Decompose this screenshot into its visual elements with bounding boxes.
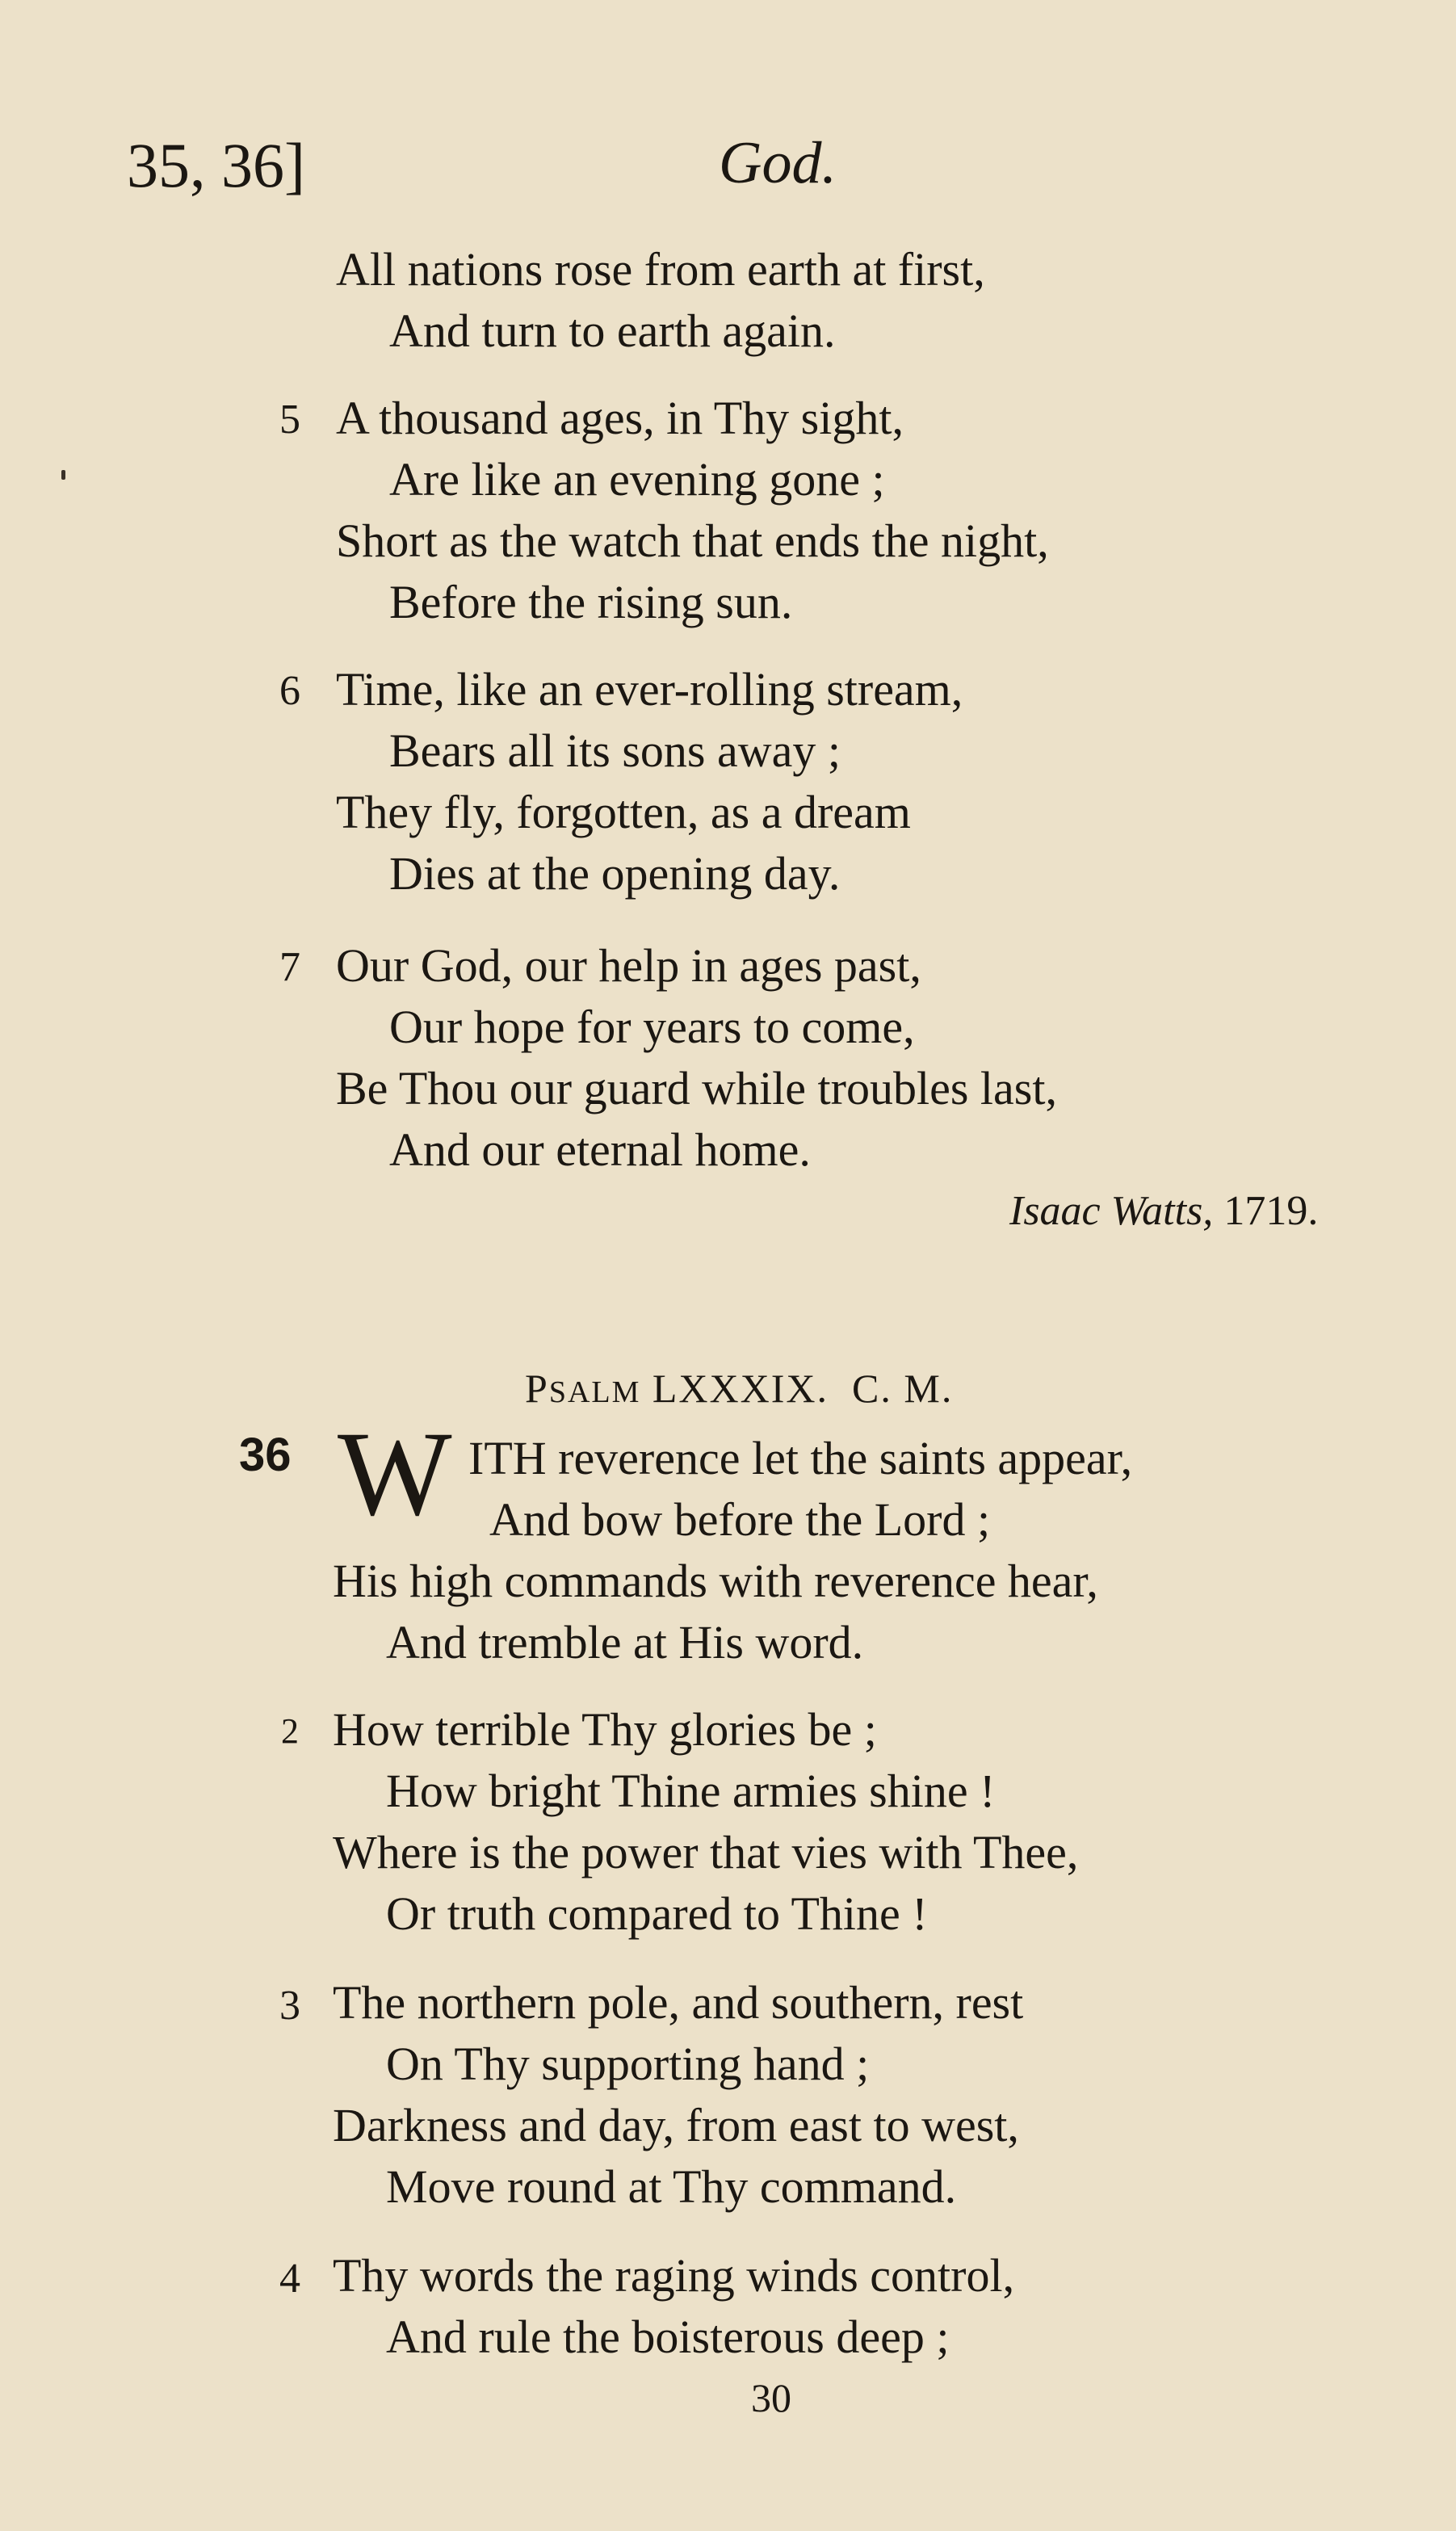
verse-number: 4 [279, 2256, 300, 2302]
verse-line: And tremble at His word. [386, 1616, 864, 1668]
running-head-hymn-numbers: 35, 36] [127, 130, 305, 200]
verse-line: Our hope for years to come, [389, 1001, 915, 1053]
verse-line: Or truth compared to Thine ! [386, 1887, 928, 1940]
verse-line: And our eternal home. [389, 1123, 811, 1176]
psalm-heading-smallcaps: SALM [548, 1375, 641, 1409]
author-year: 1719. [1223, 1188, 1319, 1234]
drop-cap: W [338, 1407, 452, 1541]
verse-line: Before the rising sun. [389, 576, 793, 628]
verse-line: His high commands with reverence hear, [333, 1555, 1098, 1607]
verse-line: A thousand ages, in Thy sight, [336, 392, 904, 444]
verse-number: 7 [279, 944, 300, 990]
verse-line: And bow before the Lord ; [489, 1493, 991, 1546]
verse-line: Are like an evening gone ; [389, 453, 885, 506]
running-head-title: God. [719, 130, 837, 196]
verse-line: Bears all its sons away ; [389, 724, 841, 777]
verse-line: Short as the watch that ends the night, [336, 514, 1049, 567]
verse-number: 5 [279, 397, 300, 443]
verse-line: Thy words the raging winds control, [333, 2249, 1015, 2302]
verse-line: How terrible Thy glories be ; [333, 1703, 877, 1756]
verse-line: Our God, our help in ages past, [336, 939, 921, 992]
verse-line: Time, like an ever-rolling stream, [336, 663, 963, 716]
verse-line: And rule the boisterous deep ; [386, 2311, 950, 2363]
psalm-heading [525, 1365, 953, 1412]
author-attribution [1009, 1187, 1318, 1235]
verse-line: The northern pole, and southern, rest [333, 1976, 1024, 2029]
verse-line: Be Thou our guard while troubles last, [336, 1062, 1057, 1114]
verse-line: Where is the power that vies with Thee, [333, 1826, 1079, 1878]
verse-line: Darkness and day, from east to west, [333, 2099, 1019, 2151]
verse-line: They fly, forgotten, as a dream [336, 786, 911, 838]
verse-number: 3 [279, 1983, 300, 2029]
verse-line: ITH reverence let the saints appear, [468, 1432, 1133, 1484]
psalm-heading-initial: P [525, 1366, 549, 1411]
verse-line: Dies at the opening day. [389, 847, 841, 900]
page-number: 30 [751, 2375, 791, 2420]
verse-line: Move round at Thy command. [386, 2160, 957, 2213]
hymn-number: 36 [239, 1429, 292, 1481]
verse-number: 2 [281, 1711, 299, 1751]
verse-line: How bright Thine armies shine ! [386, 1765, 996, 1817]
author-name: Isaac Watts, [1009, 1188, 1214, 1234]
verse-number: 6 [279, 668, 300, 714]
psalm-heading-meter: LXXXIX. C. M. [640, 1366, 954, 1411]
ink-speck [61, 470, 65, 480]
verse-line: On Thy supporting hand ; [386, 2038, 870, 2090]
verse-line: And turn to earth again. [389, 304, 836, 357]
verse-line: All nations rose from earth at first, [336, 243, 985, 296]
